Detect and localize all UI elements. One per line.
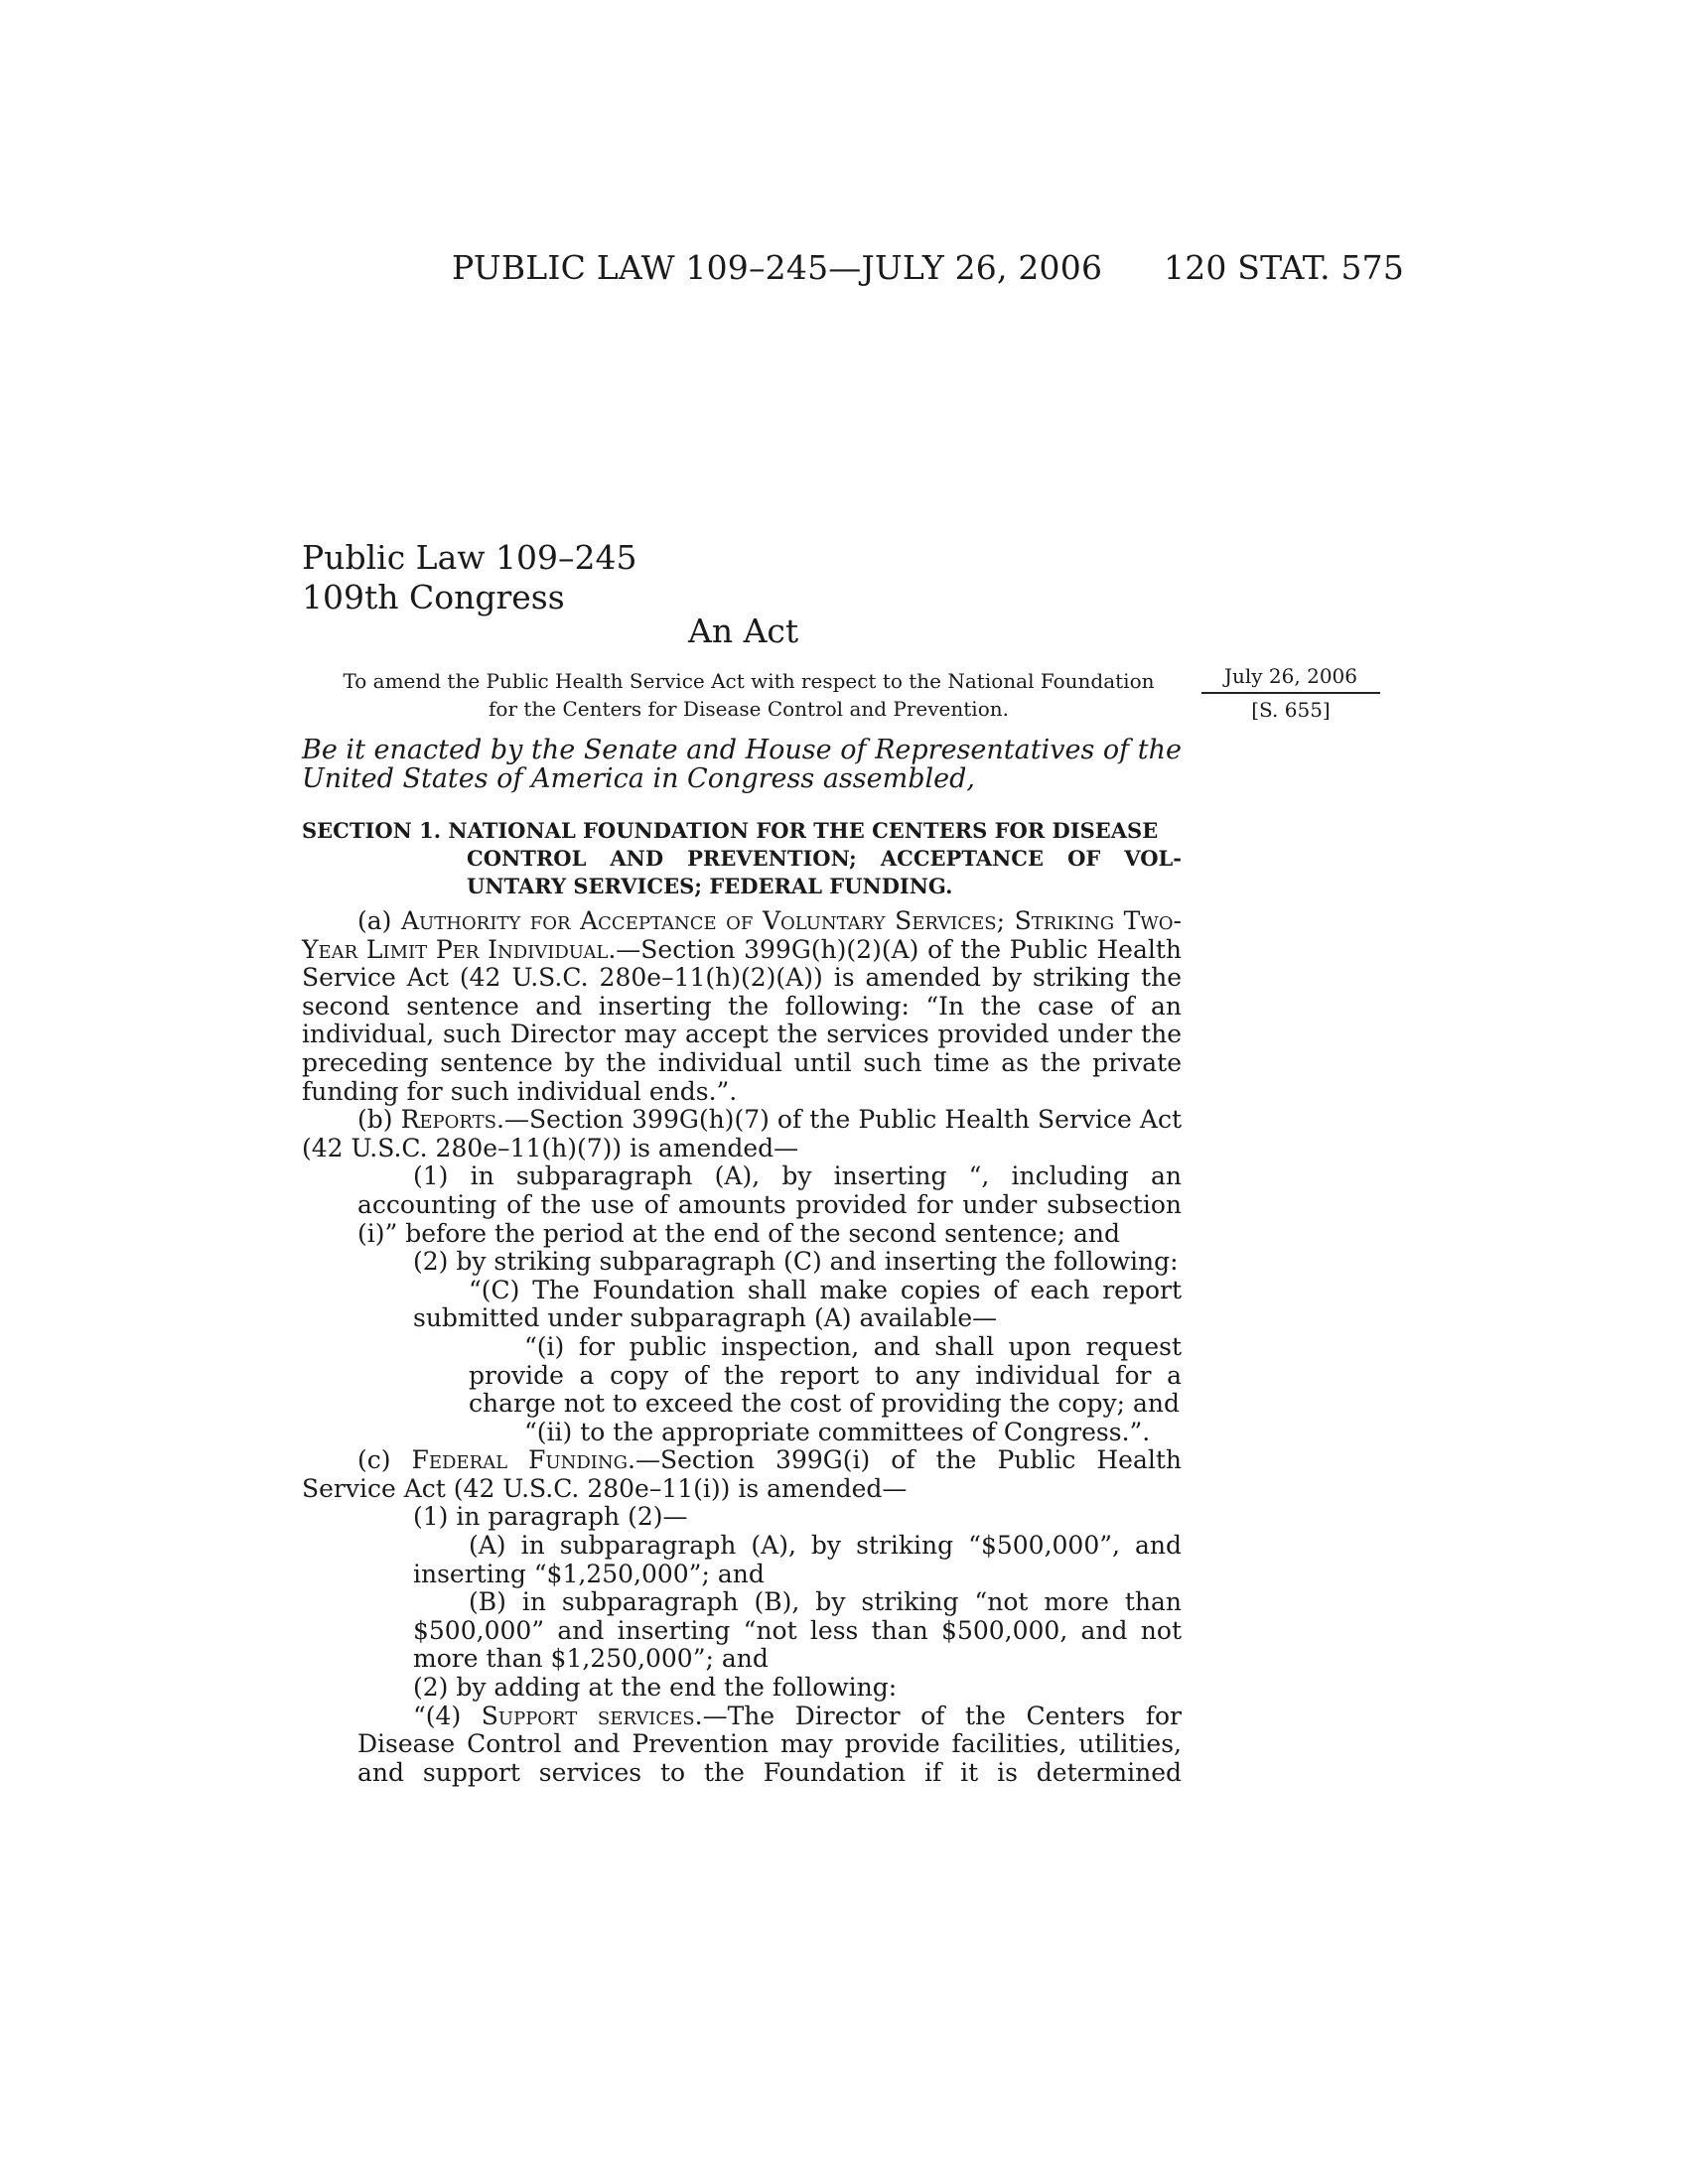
subsection-a-label: (a) [357,906,392,935]
subsection-a-heading: Authority for Acceptance of Voluntary Services; Striking Two-Year Limit Per Individual. [302,906,1182,964]
quoted-paragraph-4-heading: Support services. [481,1701,703,1730]
subsection-b-heading: Reports. [400,1105,504,1135]
section-heading-continuation: CONTROL AND PREVENTION; ACCEPTANCE OF VOL-UNTARY SERVICES; FEDERAL FUNDING. [467,846,1182,898]
purpose-statement [302,667,1196,723]
subsection-a-text: —Section 399G(h)(2)(A) of the Public Health Service Act (42 U.S.C. 280e–11(h)(2)(A)) is amended by striking the second sentence and inserting the following: “In the case of an individual, such Director may accept the services provided under the preceding sentence by the individual until such time as the private funding for such individual ends.”. [302,934,1182,1106]
subparagraph-c1b: (B) in subparagraph (B), by striking “not more than $500,000” and inserting “not less than $500,000, and not more than $1,250,000”; and [413,1587,1182,1674]
bill-number: [S. 655] [1251,698,1331,722]
paragraph-c1: (1) in paragraph (2)— [413,1502,688,1532]
subsection-a [302,907,1182,1106]
subsection-b [302,1106,1182,1162]
public-law-number: Public Law 109–245 [302,538,637,577]
enacting-clause: Be it enacted by the Senate and House of Representatives of the United States of America in Congress assembled, [302,735,1182,794]
subsection-c-label: (c) [357,1445,391,1475]
quoted-subparagraph-c: “(C) The Foundation shall make copies of each report submitted under subparagraph (A) available— [413,1275,1182,1333]
quoted-paragraph-4-prefix: “(4) [413,1701,462,1730]
paragraph-c2: (2) by adding at the end the following: [413,1673,898,1703]
running-header: PUBLIC LAW 109–245—JULY 26, 2006 [452,248,1103,287]
quoted-clause-ii: “(ii) to the appropriate committees of Congress.”. [524,1417,1151,1446]
section-heading [302,817,1182,900]
section-heading-lead: SECTION 1. NATIONAL FOUNDATION FOR THE CENTERS FOR DISEASE [302,818,1159,843]
congress-number: 109th Congress [302,578,565,616]
statute-page-number: 120 STAT. 575 [1164,248,1405,287]
law-designation [302,538,636,617]
enactment-date: July 26, 2006 [1201,664,1380,694]
purpose-line-2: for the Centers for Disease Control and Prevention. [489,697,1009,721]
paragraph-b2: (2) by striking subparagraph (C) and inserting the following: [413,1247,1179,1277]
subparagraph-c1a: (A) in subparagraph (A), by striking “$500,000”, and inserting “$1,250,000”; and [413,1531,1182,1588]
act-title: An Act [688,612,799,650]
subsection-b-text: —Section 399G(h)(7) of the Public Health Service Act (42 U.S.C. 280e–11(h)(7)) is amended— [302,1105,1182,1162]
subsection-c [302,1446,1182,1503]
quoted-clause-i: “(i) for public inspection, and shall upon request provide a copy of the report to any individual for a charge not to exceed the cost of providing the copy; and [469,1331,1182,1419]
subsection-b-label: (b) [357,1105,393,1135]
paragraph-b1: (1) in subparagraph (A), by inserting “, including an accounting of the use of amounts provided for under subsection (i)” before the period at the end of the second sentence; and [357,1161,1182,1248]
margin-note [1201,664,1380,722]
quoted-paragraph-4 [302,1703,1182,1788]
subsection-c-heading: Federal Funding. [411,1445,635,1475]
section-body [302,907,1182,1787]
quoted-paragraph-4-text: —The Director of the Centers for Disease Control and Prevention may provide facilities, utilities, and support services to the Foundation if it is determined [357,1701,1182,1787]
purpose-line-1: To amend the Public Health Service Act with respect to the National Foundation [343,669,1155,693]
subsection-c-text: —Section 399G(i) of the Public Health Service Act (42 U.S.C. 280e–11(i)) is amended— [302,1445,1182,1503]
